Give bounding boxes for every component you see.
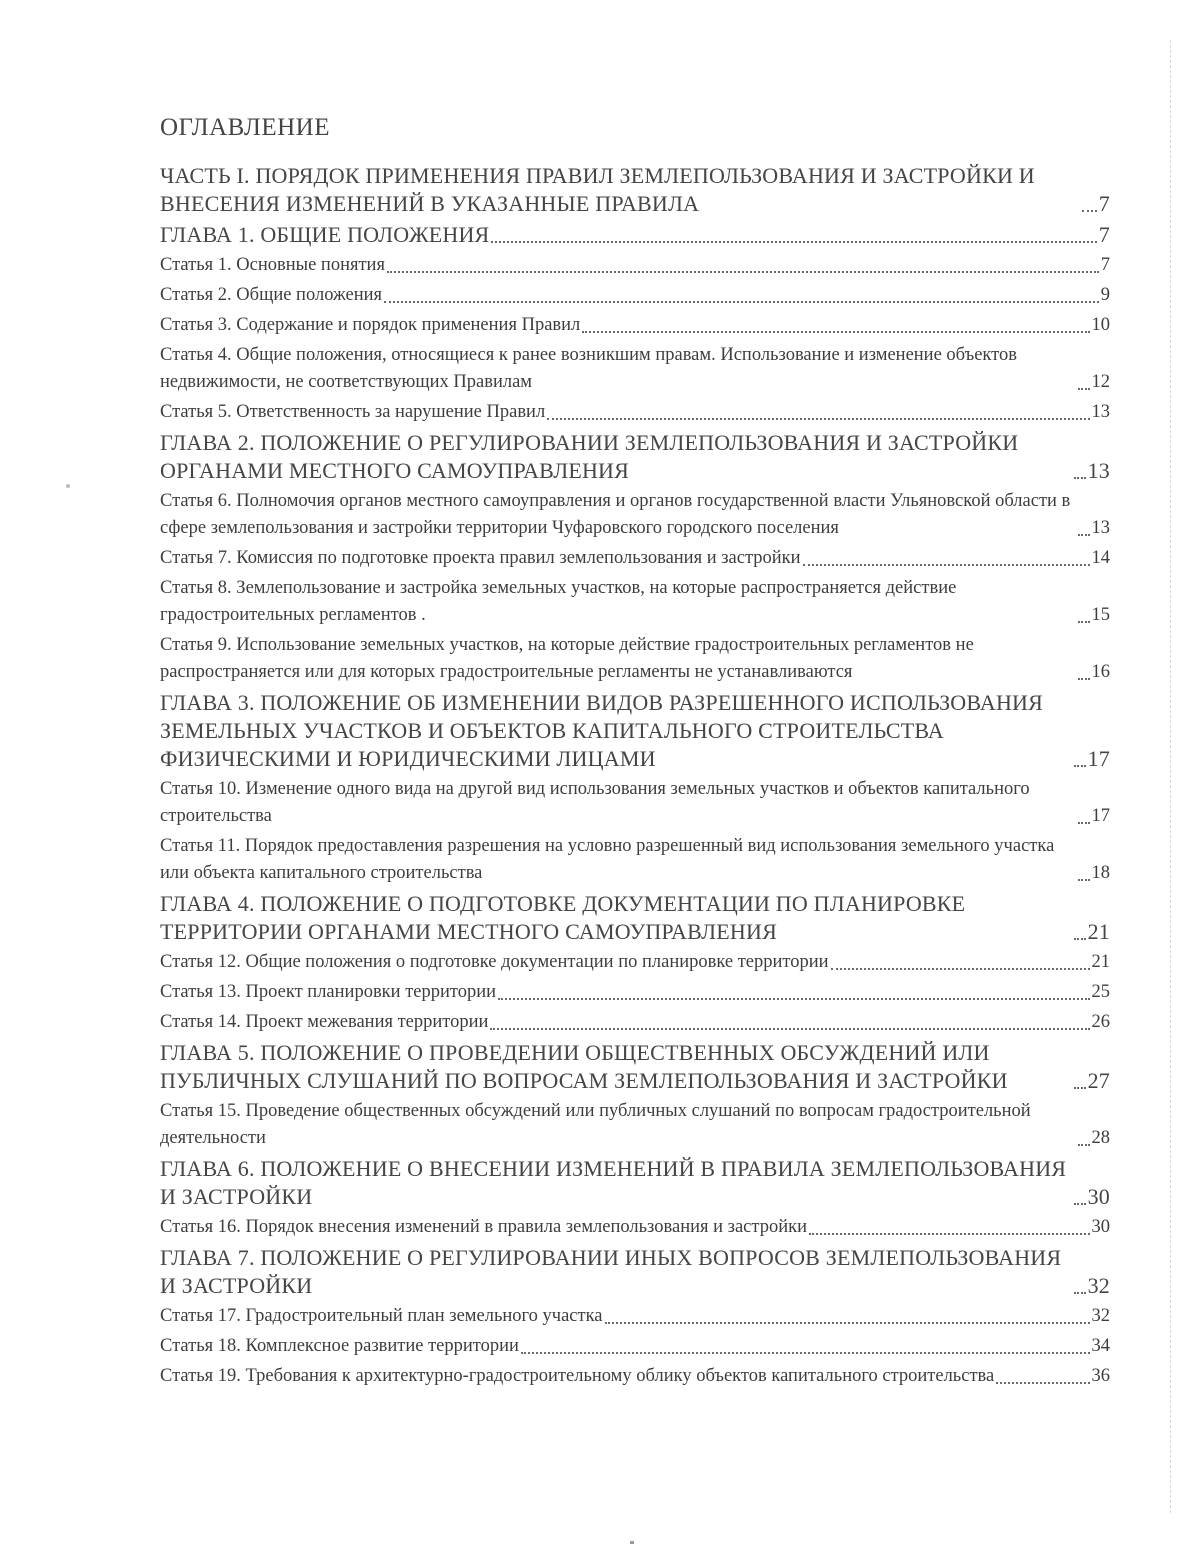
toc-entry-article	[160, 1214, 1110, 1241]
toc-entry-article	[160, 776, 1110, 830]
toc-entry-title: Статья 19. Требования к архитектурно-градостроительному облику объектов капитального строительства	[160, 1366, 995, 1386]
toc-entry-article	[160, 1363, 1110, 1390]
scan-edge-line	[1170, 40, 1171, 1513]
dot-leader	[1074, 1087, 1086, 1089]
toc-entry-title: ГЛАВА 4. ПОЛОЖЕНИЕ О ПОДГОТОВКЕ ДОКУМЕНТАЦИИ ПО ПЛАНИРОВКЕ ТЕРРИТОРИИ ОРГАНАМИ МЕСТНОГО САМОУПРАВЛЕНИЯ	[160, 891, 966, 944]
toc-entry-article	[160, 1098, 1110, 1152]
dot-leader	[1078, 1144, 1090, 1146]
toc-entry-title: ГЛАВА 1. ОБЩИЕ ПОЛОЖЕНИЯ	[160, 222, 490, 247]
toc-entry-title: Статья 16. Порядок внесения изменений в правила землепользования и застройки	[160, 1217, 807, 1237]
toc-entry-title: Статья 17. Градостроительный план земельного участка	[160, 1306, 603, 1326]
toc-entry-title: Статья 4. Общие положения, относящиеся к ранее возникшим правам. Использование и изменение объектов недвижимости, не соответствующих Правилам	[160, 345, 1017, 392]
toc-entry-title: Статья 5. Ответственность за нарушение Правил	[160, 402, 546, 422]
dot-leader	[521, 1352, 1090, 1354]
dot-leader	[1078, 822, 1090, 824]
toc-entry-title: Статья 2. Общие положения	[160, 285, 383, 305]
toc-entry-chapter	[160, 1244, 1110, 1300]
toc-entry-title: ГЛАВА 5. ПОЛОЖЕНИЕ О ПРОВЕДЕНИИ ОБЩЕСТВЕННЫХ ОБСУЖДЕНИЙ ИЛИ ПУБЛИЧНЫХ СЛУШАНИЙ ПО ВОПРОСАМ ЗЕМЛЕПОЛЬЗОВАНИЯ И ЗАСТРОЙКИ	[160, 1040, 1008, 1093]
dot-leader	[1078, 879, 1090, 881]
dot-leader	[491, 241, 1096, 243]
toc-page-number: 16	[1091, 662, 1110, 682]
toc-entry-title: ГЛАВА 6. ПОЛОЖЕНИЕ О ВНЕСЕНИИ ИЗМЕНЕНИЙ В ПРАВИЛА ЗЕМЛЕПОЛЬЗОВАНИЯ И ЗАСТРОЙКИ	[160, 1156, 1067, 1209]
dot-leader	[1074, 765, 1086, 767]
toc-page-number: 12	[1091, 372, 1110, 392]
toc-page-number: 21	[1087, 919, 1110, 944]
document-page	[160, 114, 1110, 1393]
dot-leader	[996, 1382, 1089, 1384]
toc-entry-chapter	[160, 1155, 1110, 1211]
toc-page-number: 17	[1087, 746, 1110, 771]
toc-page-number: 13	[1091, 518, 1110, 538]
toc-entry-chapter	[160, 890, 1110, 946]
dot-leader	[387, 271, 1099, 273]
toc-page-number: 30	[1087, 1184, 1110, 1209]
toc-page-number: 7	[1098, 222, 1110, 247]
toc-entry-title: ГЛАВА 2. ПОЛОЖЕНИЕ О РЕГУЛИРОВАНИИ ЗЕМЛЕПОЛЬЗОВАНИЯ И ЗАСТРОЙКИ ОРГАНАМИ МЕСТНОГО САМОУПРАВЛЕНИЯ	[160, 430, 1019, 483]
toc-entry-article	[160, 1009, 1110, 1036]
toc-entry-chapter	[160, 689, 1110, 773]
toc-entry-article	[160, 312, 1110, 339]
dot-leader	[490, 1028, 1089, 1030]
toc-entry-title: Статья 1. Основные понятия	[160, 255, 385, 275]
toc-page-number: 13	[1091, 402, 1110, 422]
toc-entry-title: Статья 10. Изменение одного вида на другой вид использования земельных участков и объектов капитального строительства	[160, 779, 1030, 826]
dot-leader	[1078, 534, 1090, 536]
toc-page-number: 7	[1098, 191, 1110, 216]
toc-entry-title: Статья 14. Проект межевания территории	[160, 1012, 489, 1032]
toc-entry-article	[160, 575, 1110, 629]
toc-page-number: 9	[1100, 285, 1110, 305]
toc-entry-title: Статья 9. Использование земельных участков, на которые действие градостроительных регламентов не распространяется или для которых градостроительные регламенты не устанавливаются	[160, 635, 974, 682]
toc-entry-article	[160, 949, 1110, 976]
toc-entry-article	[160, 252, 1110, 279]
toc-entry-article	[160, 1333, 1110, 1360]
dot-leader	[809, 1233, 1090, 1235]
dot-leader	[831, 968, 1090, 970]
toc-page-number: 21	[1091, 952, 1110, 972]
toc-entry-title: ГЛАВА 7. ПОЛОЖЕНИЕ О РЕГУЛИРОВАНИИ ИНЫХ ВОПРОСОВ ЗЕМЛЕПОЛЬЗОВАНИЯ И ЗАСТРОЙКИ	[160, 1245, 1062, 1298]
toc-entry-title: Статья 15. Проведение общественных обсуждений или публичных слушаний по вопросам градостроительной деятельности	[160, 1101, 1031, 1148]
dot-leader	[1074, 1203, 1086, 1205]
toc-page-number: 10	[1091, 315, 1110, 335]
toc-entry-article	[160, 979, 1110, 1006]
toc-entry-article	[160, 488, 1110, 542]
dot-leader	[498, 998, 1089, 1000]
dot-leader	[582, 331, 1089, 333]
toc-entry-article	[160, 342, 1110, 396]
toc-entry-title: Статья 6. Полномочия органов местного самоуправления и органов государственной власти Ульяновской области в сфере землепользования и застройки территории Чуфаровского городского поселения	[160, 491, 1071, 538]
dot-leader	[1074, 477, 1086, 479]
toc-entry-article	[160, 833, 1110, 887]
toc-entry-title: ГЛАВА 3. ПОЛОЖЕНИЕ ОБ ИЗМЕНЕНИИ ВИДОВ РАЗРЕШЕННОГО ИСПОЛЬЗОВАНИЯ ЗЕМЕЛЬНЫХ УЧАСТКОВ И ОБЪЕКТОВ КАПИТАЛЬНОГО СТРОИТЕЛЬСТВА ФИЗИЧЕСКИМИ И ЮРИДИЧЕСКИМИ ЛИЦАМИ	[160, 690, 1044, 771]
dot-leader	[605, 1322, 1090, 1324]
toc-page-number: 30	[1091, 1217, 1110, 1237]
toc-page-number: 15	[1091, 605, 1110, 625]
toc-page-number: 32	[1091, 1306, 1110, 1326]
toc-entry-title: Статья 18. Комплексное развитие территории	[160, 1336, 519, 1356]
toc-page-number: 7	[1100, 255, 1110, 275]
toc-page-number: 28	[1091, 1128, 1110, 1148]
toc-entry-title: Статья 7. Комиссия по подготовке проекта правил землепользования и застройки	[160, 548, 801, 568]
toc-page-number: 14	[1091, 548, 1110, 568]
toc-page-number: 17	[1091, 806, 1110, 826]
toc-page-number: 34	[1091, 1336, 1110, 1356]
dot-leader	[1074, 1292, 1086, 1294]
scan-speck	[66, 484, 70, 488]
toc-entry-title: ЧАСТЬ I. ПОРЯДОК ПРИМЕНЕНИЯ ПРАВИЛ ЗЕМЛЕПОЛЬЗОВАНИЯ И ЗАСТРОЙКИ И ВНЕСЕНИЯ ИЗМЕНЕНИЙ В УКАЗАННЫЕ ПРАВИЛА	[160, 163, 1035, 216]
scan-speck-bottom	[630, 1541, 634, 1544]
toc-page-number: 25	[1091, 982, 1110, 1002]
toc-entry-article	[160, 282, 1110, 309]
dot-leader	[1078, 621, 1090, 623]
dot-leader	[803, 564, 1090, 566]
toc-page-number: 26	[1091, 1012, 1110, 1032]
toc-page-number: 27	[1087, 1068, 1110, 1093]
toc-title: ОГЛАВЛЕНИЕ	[160, 114, 330, 141]
dot-leader	[547, 418, 1089, 420]
toc-entry-article	[160, 632, 1110, 686]
toc-entry-chapter	[160, 221, 1110, 249]
table-of-contents	[160, 162, 1110, 1390]
toc-entry-title: Статья 12. Общие положения о подготовке документации по планировке территории	[160, 952, 829, 972]
toc-entry-title: Статья 3. Содержание и порядок применения Правил	[160, 315, 581, 335]
dot-leader	[384, 301, 1099, 303]
toc-page-number: 13	[1087, 458, 1110, 483]
toc-entry-title: Статья 8. Землепользование и застройка земельных участков, на которые распространяется действие градостроительных регламентов .	[160, 578, 957, 625]
toc-entry-article	[160, 1303, 1110, 1330]
toc-entry-article	[160, 545, 1110, 572]
toc-entry-chapter	[160, 1039, 1110, 1095]
toc-entry-article	[160, 399, 1110, 426]
toc-page-number: 18	[1091, 863, 1110, 883]
dot-leader	[1078, 678, 1090, 680]
toc-entry-title: Статья 11. Порядок предоставления разрешения на условно разрешенный вид использования земельного участка или объекта капитального строительства	[160, 836, 1055, 883]
toc-entry-part	[160, 162, 1110, 218]
toc-page-number: 36	[1091, 1366, 1110, 1386]
dot-leader	[1082, 210, 1097, 212]
toc-page-number: 32	[1087, 1273, 1110, 1298]
dot-leader	[1074, 938, 1086, 940]
toc-entry-chapter	[160, 429, 1110, 485]
dot-leader	[1078, 388, 1090, 390]
toc-entry-title: Статья 13. Проект планировки территории	[160, 982, 497, 1002]
